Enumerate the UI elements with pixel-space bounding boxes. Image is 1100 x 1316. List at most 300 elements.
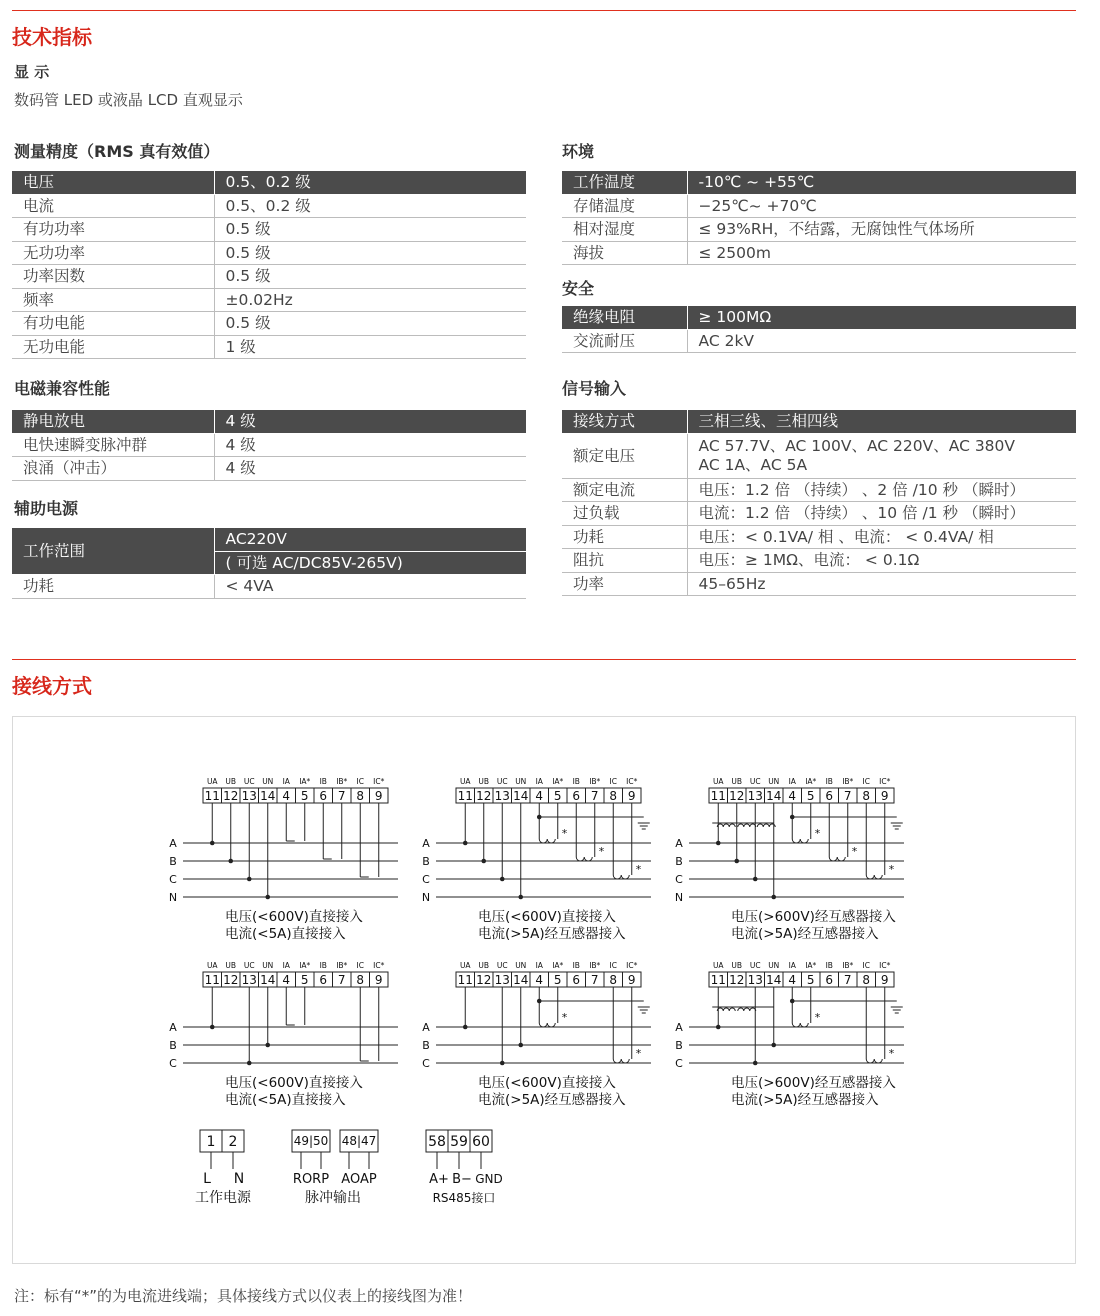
terminal-number: 5 (553, 789, 562, 803)
signal-label: 功耗 (562, 525, 687, 549)
current-transformer-coil (539, 1023, 555, 1027)
diagram-caption: 电压(<600V)直接接入 (478, 909, 616, 925)
terminal-label: UN (768, 777, 780, 786)
emc-value: 4 级 (214, 457, 526, 481)
terminal-number: 5 (300, 973, 309, 987)
accuracy-row (12, 241, 526, 265)
accuracy-row (12, 312, 526, 336)
pulse-label: AOAP (341, 1172, 377, 1187)
terminal-number: 4 (282, 789, 291, 803)
terminal-number: 7 (337, 789, 346, 803)
star-mark: * (888, 863, 895, 876)
emc-title: 电磁兼容性能 (14, 379, 111, 398)
terminal-label: IA (282, 961, 290, 970)
terminal-label: IC (356, 961, 364, 970)
signal-label: 阻抗 (562, 549, 687, 573)
rated-voltage-value-2: AC 1A、AC 5A (698, 455, 808, 474)
signal-header-value: 三相三线、三相四线 (687, 410, 1076, 433)
terminal-label: IA (535, 961, 543, 970)
terminal-label: UC (243, 961, 255, 970)
terminal-label: UB (731, 961, 743, 970)
phase-label: B (169, 855, 177, 868)
safety-label: 交流耐压 (562, 329, 687, 353)
rs485-label: GND (475, 1172, 503, 1186)
junction-dot (210, 841, 215, 846)
rs485-label: B− (452, 1172, 472, 1187)
star-mark: * (635, 1047, 642, 1060)
terminal-label: IC (609, 777, 617, 786)
aux-table (12, 528, 526, 599)
star-mark: * (561, 1011, 568, 1024)
signal-value: 电压：≥ 1MΩ、电流： < 0.1Ω (687, 549, 1076, 573)
terminal-number: 11 (710, 973, 726, 987)
terminal-number: 6 (319, 789, 328, 803)
env-value: ≤ 93%RH，不结露，无腐蚀性气体场所 (687, 218, 1076, 242)
env-table (562, 171, 1076, 265)
display-title: 显 示 (14, 63, 50, 81)
phase-label: N (421, 891, 431, 904)
env-title: 环境 (562, 142, 595, 161)
terminal-label: IB (572, 777, 580, 786)
phase-label: A (422, 1021, 430, 1034)
phase-label: C (422, 873, 430, 886)
phase-label: A (169, 1021, 177, 1034)
rated-voltage-label: 额定电压 (562, 433, 687, 478)
terminal-number: 7 (590, 789, 599, 803)
rs485-label: A+ (429, 1172, 449, 1187)
terminal-label: IA* (552, 777, 564, 786)
diagram-caption: 电压(<600V)直接接入 (478, 1075, 616, 1091)
accuracy-value: 0.5、0.2 级 (214, 194, 526, 218)
junction-dot (518, 1043, 523, 1048)
junction-dot (716, 1025, 721, 1030)
safety-row (562, 329, 1076, 353)
terminal-number: 14 (513, 789, 529, 803)
terminal-number: 8 (356, 973, 365, 987)
terminal-label: IA (535, 777, 543, 786)
terminal-label: IB (319, 961, 327, 970)
terminal-number: 6 (825, 973, 834, 987)
terminal-label: IC* (626, 961, 638, 970)
terminal-label: UN (262, 777, 274, 786)
terminal-label: UB (478, 961, 490, 970)
accuracy-label: 有功功率 (12, 218, 214, 242)
terminal-label: IC (862, 777, 870, 786)
phase-label: N (168, 891, 178, 904)
diagram-caption: 电压(>600V)经互感器接入 (731, 909, 896, 925)
junction-dot (463, 841, 468, 846)
junction-dot (247, 877, 252, 882)
env-value: ≤ 2500m (687, 241, 1076, 265)
current-transformer-coil (792, 1023, 808, 1027)
voltage-transformer-coil (717, 1008, 735, 1011)
terminal-number: 11 (204, 789, 220, 803)
safety-value: AC 2kV (687, 329, 1076, 353)
wiring-diagrams (13, 717, 1075, 1263)
signal-row (562, 572, 1076, 596)
terminal-number: 9 (627, 973, 636, 987)
terminal-label: IB* (589, 961, 601, 970)
accuracy-row (12, 194, 526, 218)
current-transformer-coil (792, 839, 808, 843)
terminal-number: 9 (627, 789, 636, 803)
terminal-number: 12 (223, 789, 239, 803)
terminal-label: IA* (299, 961, 311, 970)
power-label-l: L (203, 1171, 211, 1187)
pulse-number: 48|47 (341, 1134, 377, 1148)
terminal-number: 4 (535, 789, 544, 803)
footnote: 注：标有“*”的为电流进线端；具体接线方式以仪表上的接线图为准！ (14, 1287, 473, 1305)
accuracy-label: 有功电能 (12, 312, 214, 336)
star-mark: * (814, 827, 821, 840)
terminal-number: 14 (260, 973, 276, 987)
signal-value: 电压：1.2 倍 （持续） 、2 倍 /10 秒 （瞬时） (687, 478, 1076, 502)
env-row (562, 218, 1076, 242)
terminal-number: 6 (319, 973, 328, 987)
terminal-number: 12 (223, 973, 239, 987)
section-rule-top (12, 10, 1076, 11)
emc-label: 浪涌（冲击） (12, 457, 214, 481)
emc-label: 电快速瞬变脉冲群 (12, 433, 214, 457)
aux-power-value: < 4VA (214, 575, 526, 599)
terminal-label: UN (768, 961, 780, 970)
signal-value: 电压：< 0.1VA/ 相 、电流： < 0.4VA/ 相 (687, 525, 1076, 549)
phase-label: B (422, 1039, 430, 1052)
terminal-label: UA (206, 777, 218, 786)
voltage-transformer-coil (757, 824, 775, 827)
rated-voltage-value-1: AC 57.7V、AC 100V、AC 220V、AC 380V (698, 436, 1016, 455)
env-row (562, 171, 1076, 194)
current-transformer-coil (613, 1059, 629, 1063)
accuracy-label: 无功功率 (12, 241, 214, 265)
junction-dot (247, 1061, 252, 1066)
terminal-label: IB (825, 961, 833, 970)
terminal-number: 14 (766, 789, 782, 803)
terminal-label: IB (572, 961, 580, 970)
signal-label: 功率 (562, 572, 687, 596)
terminal-number: 8 (609, 973, 618, 987)
wiring-diagram-panel (12, 716, 1076, 1264)
emc-row (12, 457, 526, 481)
terminal-number: 7 (843, 789, 852, 803)
power-label-n: N (233, 1171, 245, 1187)
current-transformer-coil (613, 875, 629, 879)
star-mark: * (635, 863, 642, 876)
terminal-label: IB* (336, 961, 348, 970)
terminal-label: UA (206, 961, 218, 970)
terminal-label: IB* (589, 777, 601, 786)
terminal-label: IC* (879, 777, 891, 786)
terminal-number: 13 (494, 789, 510, 803)
signal-title: 信号输入 (562, 379, 627, 398)
terminal-label: IC* (373, 961, 385, 970)
terminal-number: 9 (374, 789, 383, 803)
env-row (562, 241, 1076, 265)
accuracy-row (12, 265, 526, 289)
terminal-label: IB (825, 777, 833, 786)
terminal-label: IB (319, 777, 327, 786)
junction-dot (518, 895, 523, 900)
star-mark: * (851, 845, 858, 858)
terminal-label: IC (862, 961, 870, 970)
phase-label: C (169, 1057, 177, 1070)
terminal-label: UB (225, 777, 237, 786)
phase-label: C (675, 1057, 683, 1070)
terminal-label: IA (282, 777, 290, 786)
terminal-number: 11 (710, 789, 726, 803)
terminal-label: UC (496, 777, 508, 786)
section-title-wiring: 接线方式 (12, 674, 92, 698)
terminal-label: IB* (842, 961, 854, 970)
terminal-label: IA (788, 777, 796, 786)
env-label: 存储温度 (562, 194, 687, 218)
terminal-label: UC (749, 777, 761, 786)
terminal-label: IB* (336, 777, 348, 786)
terminal-number: 5 (806, 973, 815, 987)
pulse-label: RORP (292, 1172, 330, 1187)
safety-title: 安全 (562, 279, 595, 298)
junction-dot (265, 895, 270, 900)
terminal-label: UA (712, 961, 724, 970)
env-value: -10℃ ~ +55℃ (687, 171, 1076, 194)
voltage-transformer-coil (738, 1008, 756, 1011)
current-transformer-coil (539, 839, 555, 843)
diagram-caption: 电流(>5A)经互感器接入 (731, 1092, 879, 1108)
terminal-number: 11 (204, 973, 220, 987)
terminal-number: 5 (806, 789, 815, 803)
terminal-label: UN (515, 961, 527, 970)
junction-dot (790, 999, 795, 1004)
diagram-caption: 电压(<600V)直接接入 (225, 1075, 363, 1091)
env-label: 相对湿度 (562, 218, 687, 242)
accuracy-table (12, 171, 526, 359)
safety-row (562, 306, 1076, 329)
phase-label: B (675, 855, 683, 868)
junction-dot (790, 815, 795, 820)
accuracy-value: 0.5、0.2 级 (214, 171, 526, 194)
terminal-number: 9 (880, 973, 889, 987)
terminal-number: 14 (260, 789, 276, 803)
terminal-number: 13 (747, 789, 763, 803)
accuracy-label: 无功电能 (12, 335, 214, 359)
phase-label: A (169, 837, 177, 850)
accuracy-value: 1 级 (214, 335, 526, 359)
safety-value: ≥ 100MΩ (687, 306, 1076, 329)
emc-row (12, 410, 526, 433)
aux-range-label: 工作范围 (12, 528, 214, 575)
accuracy-label: 频率 (12, 288, 214, 312)
terminal-number: 14 (766, 973, 782, 987)
terminal-number: 8 (609, 789, 618, 803)
terminal-label: IC* (373, 777, 385, 786)
terminal-number: 7 (843, 973, 852, 987)
terminal-number: 7 (337, 973, 346, 987)
signal-label: 额定电流 (562, 478, 687, 502)
terminal-number: 8 (356, 789, 365, 803)
signal-label: 过负载 (562, 502, 687, 526)
power-caption: 工作电源 (195, 1190, 251, 1206)
terminal-number: 9 (374, 973, 383, 987)
terminal-number: 13 (747, 973, 763, 987)
accuracy-row (12, 218, 526, 242)
emc-row (12, 433, 526, 457)
junction-dot (771, 895, 776, 900)
accuracy-value: 0.5 级 (214, 265, 526, 289)
emc-value: 4 级 (214, 433, 526, 457)
signal-value: 电流：1.2 倍 （持续） 、10 倍 /1 秒 （瞬时） (687, 502, 1076, 526)
section-rule-wiring (12, 659, 1076, 660)
terminal-label: UA (712, 777, 724, 786)
star-mark: * (561, 827, 568, 840)
phase-label: A (675, 1021, 683, 1034)
star-mark: * (888, 1047, 895, 1060)
junction-dot (500, 1061, 505, 1066)
terminal-label: UB (478, 777, 490, 786)
signal-header-label: 接线方式 (562, 410, 687, 433)
terminal-number: 11 (457, 789, 473, 803)
accuracy-label: 功率因数 (12, 265, 214, 289)
phase-label: B (169, 1039, 177, 1052)
junction-dot (228, 859, 233, 864)
terminal-label: UA (459, 961, 471, 970)
terminal-number: 4 (788, 973, 797, 987)
accuracy-title: 测量精度（RMS 真有效值） (14, 142, 220, 161)
junction-dot (537, 815, 542, 820)
terminal-number: 12 (476, 973, 492, 987)
star-mark: * (814, 1011, 821, 1024)
terminal-label: IC (609, 961, 617, 970)
accuracy-value: 0.5 级 (214, 218, 526, 242)
signal-row (562, 478, 1076, 502)
junction-dot (753, 1061, 758, 1066)
terminal-number: 4 (535, 973, 544, 987)
terminal-label: UN (515, 777, 527, 786)
terminal-label: IA* (552, 961, 564, 970)
diagram-caption: 电流(>5A)经互感器接入 (731, 926, 879, 942)
diagram-caption: 电流(<5A)直接接入 (225, 1092, 346, 1108)
junction-dot (771, 1043, 776, 1048)
phase-label: B (422, 855, 430, 868)
signal-row (562, 549, 1076, 573)
terminal-number: 12 (476, 789, 492, 803)
phase-label: A (675, 837, 683, 850)
section-title-specs: 技术指标 (12, 25, 92, 49)
terminal-label: UC (749, 961, 761, 970)
phase-label: C (169, 873, 177, 886)
rs485-terminal-number: 60 (472, 1134, 490, 1150)
terminal-number: 5 (553, 973, 562, 987)
terminal-number: 6 (572, 789, 581, 803)
env-row (562, 194, 1076, 218)
terminal-label: UC (496, 961, 508, 970)
signal-table (562, 410, 1076, 596)
pulse-number: 49|50 (293, 1134, 329, 1148)
rs485-caption: RS485接口 (432, 1191, 496, 1205)
display-text: 数码管 LED 或液晶 LCD 直观显示 (14, 91, 243, 109)
rs485-terminal-number: 58 (428, 1134, 446, 1150)
terminal-label: UN (262, 961, 274, 970)
terminal-label: IB* (842, 777, 854, 786)
power-terminal-number: 2 (228, 1134, 238, 1150)
junction-dot (716, 841, 721, 846)
diagram-caption: 电流(<5A)直接接入 (225, 926, 346, 942)
terminal-number: 8 (862, 973, 871, 987)
aux-power-label: 功耗 (12, 575, 214, 599)
accuracy-value: ±0.02Hz (214, 288, 526, 312)
emc-value: 4 级 (214, 410, 526, 433)
terminal-label: IC* (879, 961, 891, 970)
accuracy-label: 电压 (12, 171, 214, 194)
emc-table (12, 410, 526, 481)
terminal-number: 7 (590, 973, 599, 987)
terminal-label: IC (356, 777, 364, 786)
star-mark: * (598, 845, 605, 858)
terminal-number: 13 (241, 789, 257, 803)
terminal-label: IA (788, 961, 796, 970)
safety-table (562, 306, 1076, 353)
terminal-label: UC (243, 777, 255, 786)
junction-dot (753, 877, 758, 882)
terminal-label: UB (225, 961, 237, 970)
terminal-number: 12 (729, 973, 745, 987)
aux-title: 辅助电源 (14, 499, 79, 518)
pulse-caption: 脉冲输出 (305, 1190, 361, 1206)
env-value: −25℃~ +70℃ (687, 194, 1076, 218)
current-transformer-coil (576, 857, 592, 861)
env-label: 工作温度 (562, 171, 687, 194)
terminal-label: UB (731, 777, 743, 786)
phase-label: C (675, 873, 683, 886)
terminal-number: 5 (300, 789, 309, 803)
terminal-label: IC* (626, 777, 638, 786)
terminal-label: IA* (299, 777, 311, 786)
power-terminal-number: 1 (206, 1134, 216, 1150)
junction-dot (734, 859, 739, 864)
phase-label: B (675, 1039, 683, 1052)
accuracy-row (12, 171, 526, 194)
accuracy-row (12, 335, 526, 359)
phase-label: C (422, 1057, 430, 1070)
accuracy-row (12, 288, 526, 312)
emc-label: 静电放电 (12, 410, 214, 433)
junction-dot (210, 1025, 215, 1030)
terminal-label: IA* (805, 961, 817, 970)
terminal-number: 9 (880, 789, 889, 803)
terminal-number: 6 (825, 789, 834, 803)
terminal-label: IA* (805, 777, 817, 786)
junction-dot (500, 877, 505, 882)
phase-label: A (422, 837, 430, 850)
junction-dot (481, 859, 486, 864)
env-label: 海拔 (562, 241, 687, 265)
terminal-number: 4 (282, 973, 291, 987)
rs485-terminal-number: 59 (450, 1134, 468, 1150)
current-transformer-coil (829, 857, 845, 861)
voltage-transformer-coil (717, 824, 735, 827)
signal-row (562, 525, 1076, 549)
junction-dot (265, 1043, 270, 1048)
accuracy-label: 电流 (12, 194, 214, 218)
safety-label: 绝缘电阻 (562, 306, 687, 329)
diagram-caption: 电压(>600V)经互感器接入 (731, 1075, 896, 1091)
terminal-number: 12 (729, 789, 745, 803)
terminal-label: UA (459, 777, 471, 786)
terminal-number: 6 (572, 973, 581, 987)
terminal-number: 11 (457, 973, 473, 987)
terminal-number: 13 (494, 973, 510, 987)
aux-range-value-2: ( 可选 AC/DC85V-265V) (214, 551, 526, 575)
current-transformer-coil (866, 875, 882, 879)
